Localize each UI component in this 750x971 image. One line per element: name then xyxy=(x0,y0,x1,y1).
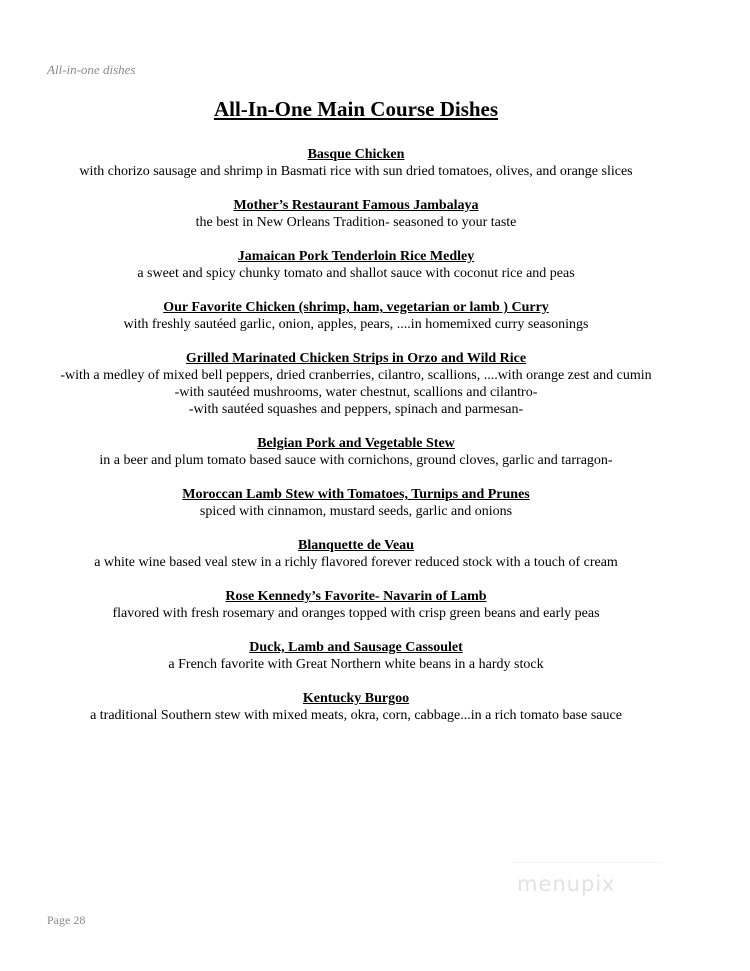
dish-name: Our Favorite Chicken (shrimp, ham, vegetarian or lamb ) Curry xyxy=(163,300,549,315)
dish-name: Duck, Lamb and Sausage Cassoulet xyxy=(249,640,463,655)
dish-name: Rose Kennedy’s Favorite- Navarin of Lamb xyxy=(225,589,487,604)
dish-item xyxy=(40,639,672,673)
dish-description: a French favorite with Great Northern white beans in a hardy stock xyxy=(168,657,544,672)
dish-description: with chorizo sausage and shrimp in Basmati rice with sun dried tomatoes, olives, and orange slices xyxy=(79,164,633,179)
dish-name: Belgian Pork and Vegetable Stew xyxy=(257,436,455,451)
dish-description: -with a medley of mixed bell peppers, dried cranberries, cilantro, scallions, ....with orange zest and cumin xyxy=(60,368,652,383)
dish-item xyxy=(40,197,672,231)
dish-name: Grilled Marinated Chicken Strips in Orzo and Wild Rice xyxy=(185,351,527,366)
dish-name: Moroccan Lamb Stew with Tomatoes, Turnips and Prunes xyxy=(182,487,530,502)
dish-name: Jamaican Pork Tenderloin Rice Medley xyxy=(237,249,475,264)
dish-description: -with sautéed mushrooms, water chestnut, scallions and cilantro- xyxy=(174,385,538,400)
dish-item xyxy=(40,435,672,469)
dish-name: Blanquette de Veau xyxy=(298,538,414,553)
dish-item xyxy=(40,486,672,520)
menupix-watermark: menupix xyxy=(517,872,616,896)
page-title: All-In-One Main Course Dishes xyxy=(213,97,499,121)
dish-description: with freshly sautéed garlic, onion, apples, pears, ....in homemixed curry seasonings xyxy=(123,317,589,332)
dish-name: Mother’s Restaurant Famous Jambalaya xyxy=(233,198,479,213)
dish-item xyxy=(40,537,672,571)
page-number: Page 28 xyxy=(47,913,86,927)
dish-item xyxy=(40,299,672,333)
dish-name: Basque Chicken xyxy=(307,147,405,162)
dish-description: a white wine based veal stew in a richly flavored forever reduced stock with a touch of cream xyxy=(94,555,618,570)
dish-description: a traditional Southern stew with mixed meats, okra, corn, cabbage...in a rich tomato base sauce xyxy=(90,708,622,723)
dish-description: in a beer and plum tomato based sauce with cornichons, ground cloves, garlic and tarragon- xyxy=(99,453,613,468)
dish-description: a sweet and spicy chunky tomato and shallot sauce with coconut rice and peas xyxy=(137,266,575,281)
dish-description: -with sautéed squashes and peppers, spinach and parmesan- xyxy=(188,402,524,417)
section-note: All-in-one dishes xyxy=(47,62,136,77)
dish-item xyxy=(40,146,672,180)
dish-item xyxy=(40,690,672,724)
dish-name: Kentucky Burgoo xyxy=(302,691,410,706)
watermark-divider xyxy=(512,862,662,864)
dish-description: spiced with cinnamon, mustard seeds, garlic and onions xyxy=(199,504,513,519)
dish-item xyxy=(40,350,672,418)
dish-description: flavored with fresh rosemary and oranges topped with crisp green beans and early peas xyxy=(112,606,600,621)
dish-item xyxy=(40,248,672,282)
dish-list xyxy=(40,146,672,741)
dish-item xyxy=(40,588,672,622)
dish-description: the best in New Orleans Tradition- seasoned to your taste xyxy=(195,215,517,230)
